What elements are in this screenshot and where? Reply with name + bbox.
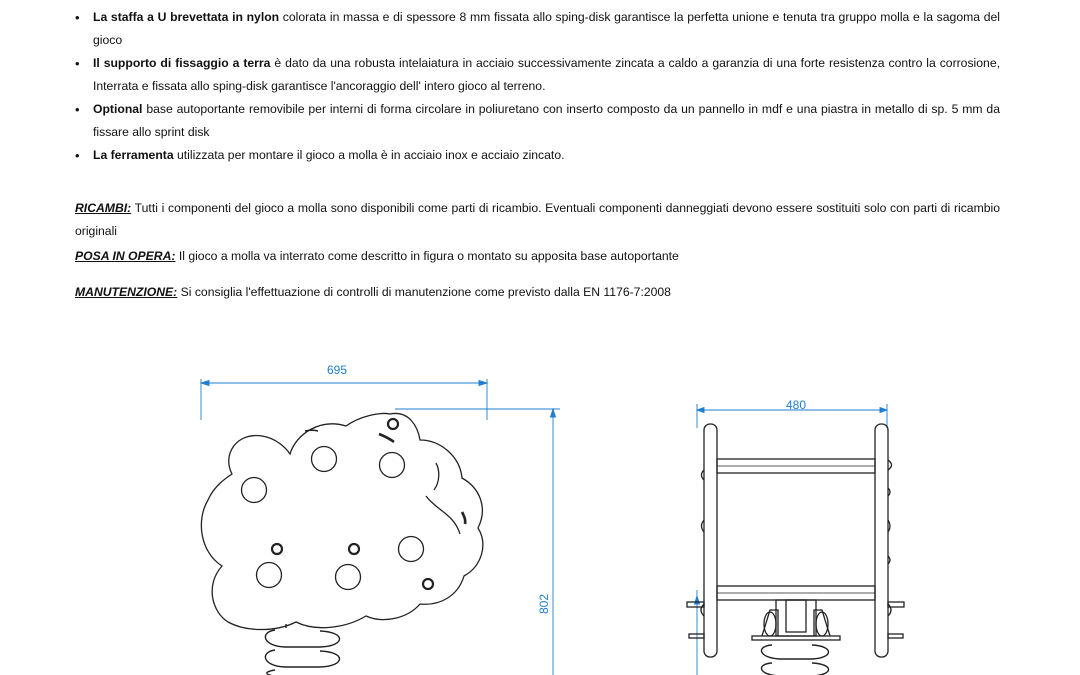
section-label: POSA IN OPERA: [75, 249, 176, 263]
handle-hole [242, 478, 267, 503]
dimension-label-width-front: 695 [326, 363, 348, 377]
section-text: Il gioco a molla va interrato come descritto in figura o montato su apposita base autoportante [175, 249, 679, 263]
dimension-width-front [201, 379, 487, 420]
handle-hole [380, 453, 405, 478]
bolt-hole [349, 544, 359, 554]
spring [265, 624, 339, 675]
dimension-label-width-side: 480 [785, 398, 807, 412]
bolt-hole [388, 419, 398, 429]
handle-hole [312, 447, 337, 472]
handle-hole [257, 563, 282, 588]
bolt-hole [272, 544, 282, 554]
list-item: • Il supporto di fissaggio a terra è dato da una robusta intelaiatura in acciaio successivamente zincata a caldo a garanzia di una forte resistenza contro la corrosione, Interrata e fissata allo sping-disk garantisce l'ancoraggio dell' intero gioco al terreno. [75, 52, 1000, 98]
section-label: MANUTENZIONE: [75, 285, 178, 299]
section-text: Tutti i componenti del gioco a molla sono disponibili come parti di ricambio. Eventuali componenti danneggiati devono essere sostituiti solo con parti di ricambio originali [75, 201, 1000, 238]
handle-hole [399, 537, 424, 562]
handle-hole [336, 565, 361, 590]
side-view [687, 404, 904, 675]
dimension-label-height-front: 802 [537, 593, 551, 615]
cloud-panel [201, 413, 482, 629]
section-label: RICAMBI: [75, 201, 132, 215]
side-panel-right [875, 424, 888, 657]
front-view [201, 379, 560, 675]
bolt-hole [423, 579, 433, 589]
dimension-height-front [395, 409, 560, 675]
list-item: • Optional base autoportante removibile per interni di forma circolare in poliuretano con inserto composto da un pannello in mdf e una piastra in metallo di sp. 5 mm da fissare allo sprint disk [75, 98, 1000, 144]
list-item: • La staffa a U brevettata in nylon colorata in massa e di spessore 8 mm fissata allo sping-disk garantisce la perfetta unione e tenuta tra gruppo molla e la sagoma del gioco [75, 6, 1000, 52]
list-item: • La ferramenta utilizzata per montare il gioco a molla è in acciaio inox e acciaio zincato. [75, 144, 1000, 167]
section-text: Si consiglia l'effettuazione di controlli di manutenzione come previsto dalla EN 1176-7:2008 [177, 285, 671, 299]
side-panel-left [704, 424, 717, 657]
spring-side [762, 645, 829, 675]
u-bracket [752, 600, 840, 640]
